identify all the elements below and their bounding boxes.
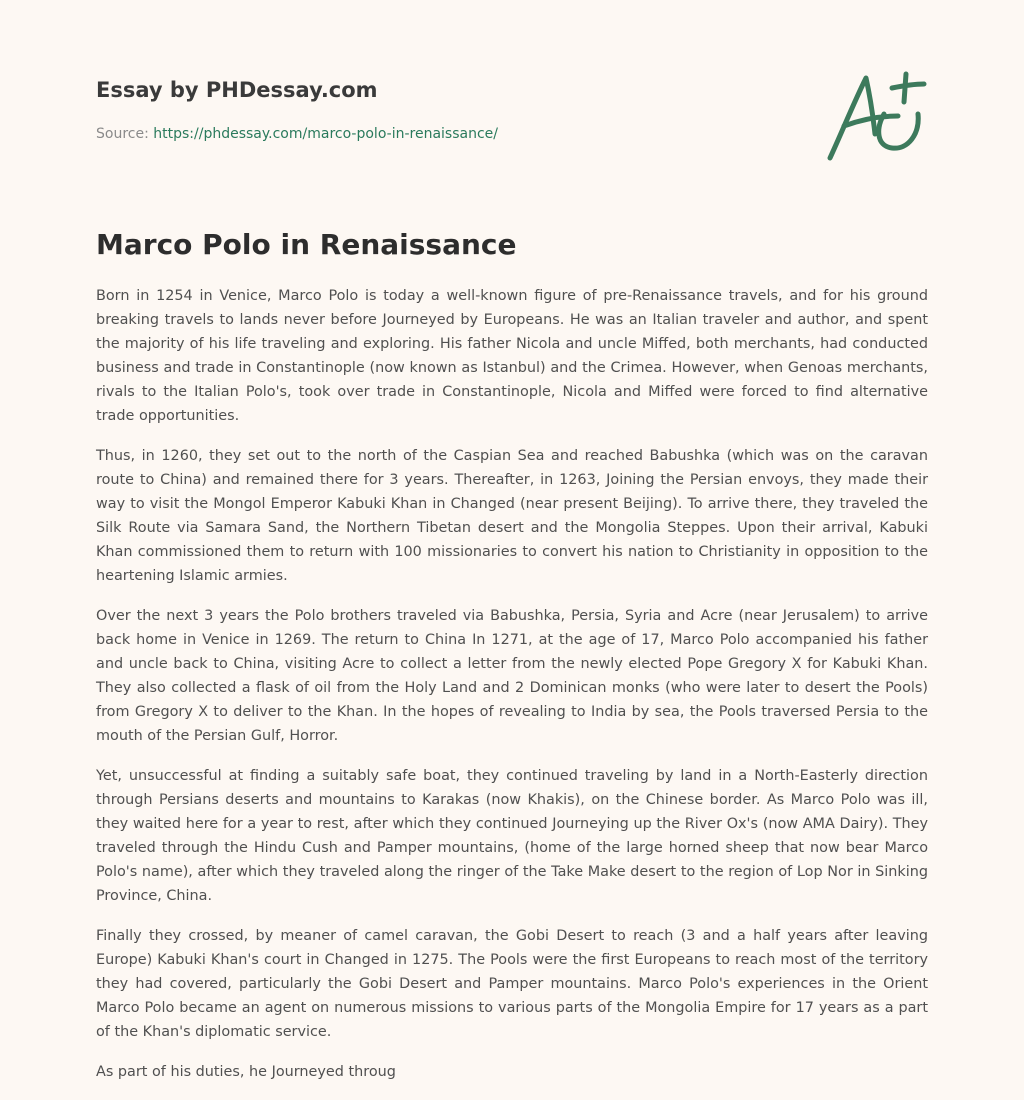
a-plus-grade-icon (820, 66, 932, 166)
essay-paragraph: Over the next 3 years the Polo brothers traveled via Babushka, Persia, Syria and Acre (near Jerusalem) to arrive back home in Venice in 1269. The return to China In 1271, at the age of 17, Marco Polo accompanied his father and uncle back to China, visiting Acre to collect a letter from the newly elected Pope Gregory X for Kabuki Khan. They also collected a flask of oil from the Holy Land and 2 Dominican monks (who were later to desert the Pools) from Gregory X to deliver to the Khan. In the hopes of revealing to India by sea, the Pools traversed Persia to the mouth of the Persian Gulf, Horror. (96, 608, 928, 744)
source-line (96, 124, 498, 144)
essay-title: Marco Polo in Renaissance (96, 228, 517, 261)
essay-body (96, 284, 928, 1100)
essay-paragraph: Yet, unsuccessful at finding a suitably safe boat, they continued traveling by land in a North-Easterly direction through Persians deserts and mountains to Karakas (now Khakis), on the Chinese border. As Marco Polo was ill, they waited here for a year to rest, after which they continued Journeying up the River Ox's (now AMA Dairy). They traveled through the Hindu Cush and Pamper mountains, (home of the large horned sheep that now bear Marco Polo's name), after which they traveled along the ringer of the Take Make desert to the region of Lop Nor in Sinking Province, China. (96, 768, 928, 904)
essay-paragraph: As part of his duties, he Journeyed throug (96, 1064, 396, 1080)
essay-paragraph: Finally they crossed, by meaner of camel caravan, the Gobi Desert to reach (3 and a half years after leaving Europe) Kabuki Khan's court in Changed in 1275. The Pools were the first Europeans to reach most of the territory they had covered, particularly the Gobi Desert and Pamper mountains. Marco Polo's experiences in the Orient Marco Polo became an agent on numerous missions to various parts of the Mongolia Empire for 17 years as a part of the Khan's diplomatic service. (96, 928, 928, 1040)
essay-paragraph: Born in 1254 in Venice, Marco Polo is today a well-known figure of pre-Renaissance travels, and for his ground breaking travels to lands never before Journeyed by Europeans. He was an Italian traveler and author, and spent the majority of his life traveling and exploring. His father Nicola and uncle Miffed, both merchants, had conducted business and trade in Constantinople (now known as Istanbul) and the Crimea. However, when Genoas merchants, rivals to the Italian Polo's, took over trade in Constantinople, Nicola and Miffed were forced to find alternative trade opportunities. (96, 288, 928, 424)
page-header (96, 76, 928, 142)
source-label: Source: (96, 126, 149, 142)
source-link[interactable]: https://phdessay.com/marco-polo-in-renaissance/ (153, 126, 498, 142)
site-brand: Essay by PHDessay.com (96, 78, 378, 102)
essay-paragraph: Thus, in 1260, they set out to the north of the Caspian Sea and reached Babushka (which was on the caravan route to China) and remained there for 3 years. Thereafter, in 1263, Joining the Persian envoys, they made their way to visit the Mongol Emperor Kabuki Khan in Changed (near present Beijing). To arrive there, they traveled the Silk Route via Samara Sand, the Northern Tibetan desert and the Mongolia Steppes. Upon their arrival, Kabuki Khan commissioned them to return with 100 missionaries to convert his nation to Christianity in opposition to the heartening Islamic armies. (96, 448, 928, 584)
